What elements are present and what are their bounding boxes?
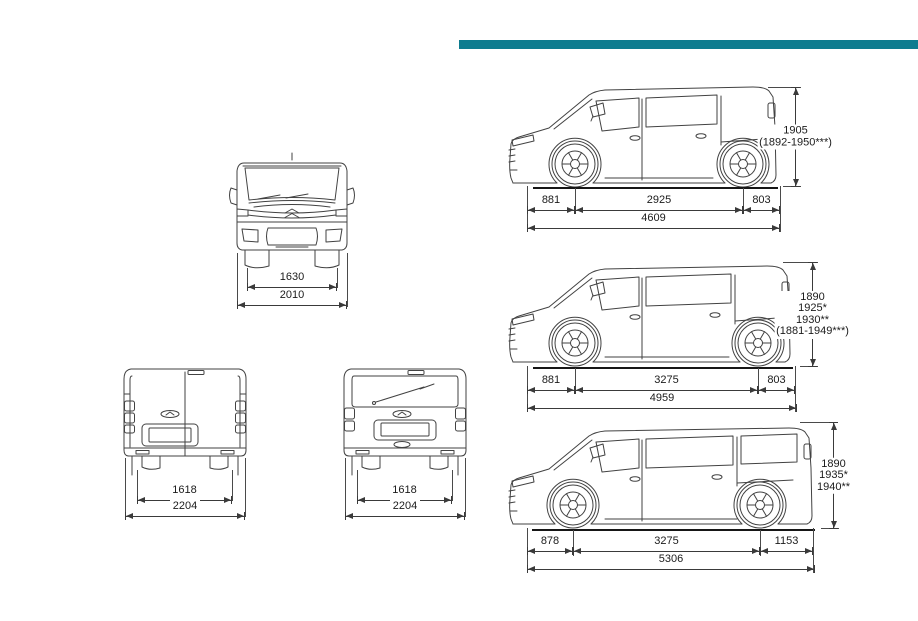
rear-body: [344, 369, 466, 456]
extension-line: [245, 458, 246, 517]
side-front-details: [509, 135, 534, 170]
dim-label: 878: [538, 535, 562, 547]
height-value: 1925*: [798, 302, 827, 314]
side-long-drawing: [505, 418, 825, 533]
rear-tailgate-drawing: [338, 364, 472, 484]
rear-wheels: [142, 456, 228, 469]
side-wheels: [550, 482, 783, 528]
dim-label: 1618: [389, 484, 419, 496]
side-mirror: [590, 282, 605, 300]
dim-side3-overall-length: [527, 553, 815, 573]
side-medium-drawing: [505, 252, 805, 368]
dim-label: 1630: [277, 271, 307, 283]
extension-line: [465, 458, 466, 517]
extension-line: [347, 253, 348, 307]
dim-side2-overall-length: [527, 392, 797, 412]
dim-front-track-width: [247, 271, 337, 291]
side-front-details: [509, 314, 534, 349]
height-value: 1935*: [819, 468, 848, 481]
front-grille-and-lights: [237, 209, 347, 247]
side-windows: [554, 95, 717, 131]
dim-label: 1153: [772, 535, 802, 547]
dim-label: 803: [764, 374, 788, 386]
dim-label: 5306: [656, 553, 686, 565]
front-wheels: [245, 250, 339, 268]
dim-rear2-overall-width: [345, 500, 465, 520]
ground-line: [532, 529, 815, 531]
rear-wheels: [362, 456, 448, 469]
extension-line: [780, 186, 781, 232]
dim-side3-rear-overhang: [760, 535, 813, 555]
dim-line: [527, 404, 797, 412]
dim-front-overall-width: [237, 289, 347, 309]
dim-label: 3275: [651, 535, 681, 547]
dim-line: [125, 512, 245, 520]
dim-side3-front-overhang: [527, 535, 573, 555]
side-body: [510, 87, 776, 183]
dim-label: 803: [749, 194, 773, 206]
extension-line: [337, 268, 338, 288]
side-mirror: [590, 444, 605, 462]
dim-side1-wheelbase: [575, 194, 743, 214]
dim-line: [527, 565, 815, 573]
dim-label: 1618: [169, 484, 199, 496]
side-wheels: [552, 320, 781, 366]
side-wheels: [552, 141, 766, 187]
front-view-drawing: [228, 150, 356, 274]
rear-doors-details: [374, 411, 436, 448]
front-body: [237, 153, 347, 250]
side-body: [510, 428, 812, 524]
dim-side2-height: [776, 262, 849, 367]
dim-label: 4959: [647, 392, 677, 404]
rear-barn-doors-drawing: [118, 364, 252, 484]
dim-side3-height: [816, 422, 851, 529]
dim-line: [527, 224, 780, 232]
height-value: 1890: [821, 457, 846, 470]
height-value: 1930**: [795, 313, 830, 326]
dim-label: 4609: [638, 212, 668, 224]
ground-line: [533, 367, 793, 369]
header-accent-bar: [459, 40, 918, 49]
dim-label: 3275: [651, 374, 681, 386]
dim-side1-rear-overhang: [743, 194, 780, 214]
side-windows: [554, 434, 797, 472]
dim-label: 2010: [277, 289, 307, 301]
height-value: 1905: [783, 124, 808, 137]
dim-side1-overall-length: [527, 212, 780, 232]
dim-side2-wheelbase: [575, 374, 758, 394]
side-compact-drawing: [505, 82, 795, 192]
side-doors: [630, 437, 793, 521]
height-range: (1892-1950***): [759, 136, 832, 148]
extension-line: [232, 470, 233, 501]
dim-line: [345, 512, 465, 520]
dim-label: 881: [539, 194, 563, 206]
dim-label: 2204: [390, 500, 420, 512]
dim-rear1-overall-width: [125, 500, 245, 520]
side-front-details: [509, 476, 534, 511]
dim-label: 2204: [170, 500, 200, 512]
height-value: 1890: [800, 290, 825, 303]
dim-side2-front-overhang: [527, 374, 575, 394]
dim-label: [757, 125, 834, 150]
dim-side3-wheelbase: [573, 535, 760, 555]
dim-side1-front-overhang: [527, 194, 575, 214]
dim-side1-height: [759, 87, 832, 187]
dim-label: [815, 457, 852, 494]
side-body: [510, 266, 790, 362]
dim-label: 881: [539, 374, 563, 386]
side-mirror: [590, 103, 605, 121]
dim-line: [237, 301, 347, 309]
dim-label: [774, 291, 851, 339]
height-value: 1940**: [816, 480, 851, 493]
ground-line: [533, 187, 778, 189]
height-range: (1881-1949***): [776, 325, 849, 337]
extension-line: [452, 470, 453, 501]
dim-label: 2925: [644, 194, 674, 206]
dim-side2-rear-overhang: [758, 374, 795, 394]
